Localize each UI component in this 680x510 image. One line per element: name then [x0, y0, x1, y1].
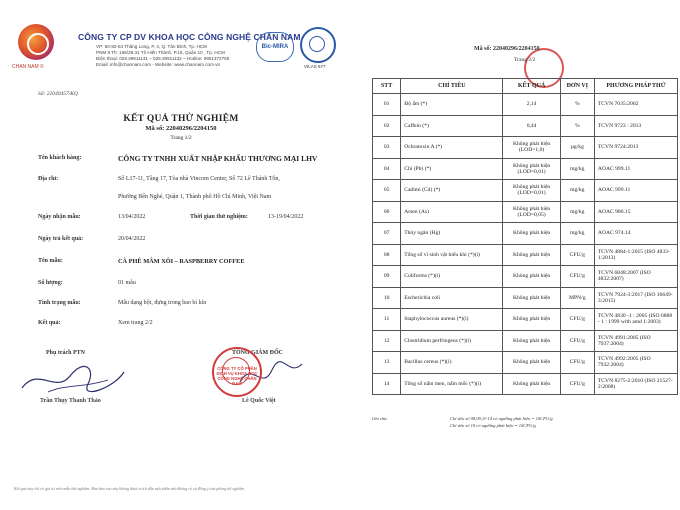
logo-text: CHAN NAM © — [12, 64, 44, 70]
cell-stt: 08 — [373, 244, 401, 266]
cell-ket-qua: Không phát hiện — [503, 330, 560, 352]
cell-ket-qua: Không phát hiện — [503, 309, 560, 331]
cell-ket-qua: Không phát hiện (LOD=0,05) — [503, 201, 560, 223]
cell-don-vi: CFU/g — [560, 309, 594, 331]
cell-phuong-phap: TCVN 9723 : 2013 — [594, 115, 677, 137]
company-stamp-icon — [212, 347, 262, 397]
cell-ket-qua: 0,44 — [503, 115, 560, 137]
cell-chi-tieu: Ochratoxin A (*) — [401, 137, 503, 159]
cell-don-vi: CFU/g — [560, 352, 594, 374]
cell-ket-qua: Không phát hiện (LOD=0,01) — [503, 158, 560, 180]
cell-chi-tieu: Clostridium perfringens (*)(i) — [401, 330, 503, 352]
company-info-line: Điện thoại: 028.39911131 – 028.39911132 – Hotline: 0901372755 — [96, 56, 230, 61]
cell-phuong-phap: TCVN 9724:2013 — [594, 137, 677, 159]
table-row — [373, 94, 678, 116]
cell-don-vi: CFU/g — [560, 373, 594, 395]
cell-chi-tieu: Cadimi (Cd) (*) — [401, 180, 503, 202]
cell-don-vi: mg/kg — [560, 201, 594, 223]
cell-phuong-phap: TCVN 7924-3:2017 (ISO 16649-3:2015) — [594, 287, 677, 309]
cell-ket-qua: Không phát hiện — [503, 287, 560, 309]
header-stt: STT — [373, 79, 401, 94]
table-row — [373, 352, 678, 374]
sample-state: Mẫu dạng bột, đựng trong bao bì kín — [118, 300, 207, 306]
cell-stt: 12 — [373, 330, 401, 352]
cell-stt: 14 — [373, 373, 401, 395]
table-header-row — [373, 79, 678, 94]
cell-stt: 10 — [373, 287, 401, 309]
cell-phuong-phap: AOAC 999.11 — [594, 180, 677, 202]
cell-don-vi: CFU/g — [560, 266, 594, 288]
address-label: Địa chỉ: — [38, 176, 59, 182]
table-row — [373, 373, 678, 395]
cell-stt: 02 — [373, 115, 401, 137]
ma-so: Mã số: 22040296/2204150 — [145, 125, 217, 132]
director-label: TỔNG GIÁM ĐỐC — [232, 350, 283, 356]
table-row — [373, 244, 678, 266]
sample-name-label: Tên mẫu: — [38, 258, 63, 264]
cell-stt: 13 — [373, 352, 401, 374]
results-table — [372, 78, 678, 395]
cell-ket-qua: Không phát hiện — [503, 352, 560, 374]
company-info-line: Email: info@channam.com - Website: www.channam.com.vn — [96, 62, 221, 67]
cell-ket-qua: 2,14 — [503, 94, 560, 116]
vilas-label: VILAS 677 — [304, 64, 326, 69]
lab-head-label: Phụ trách PTN — [46, 350, 85, 356]
cell-phuong-phap: TCVN 4991:2005 (ISO 7937:2004) — [594, 330, 677, 352]
quantity-label: Số lượng: — [38, 280, 63, 286]
cell-chi-tieu: Thủy ngân (Hg) — [401, 223, 503, 245]
cell-stt: 06 — [373, 201, 401, 223]
return-date: 20/04/2022 — [118, 236, 146, 242]
cell-phuong-phap: TCVN 4884-1:2015 (ISO 4833-1:2013) — [594, 244, 677, 266]
table-row — [373, 287, 678, 309]
header-ket-qua: KẾT QUẢ — [503, 79, 560, 94]
page2-page-number: Trang 2/2 — [514, 57, 536, 63]
table-row — [373, 330, 678, 352]
cell-ket-qua: Không phát hiện — [503, 373, 560, 395]
company-info-line: VP: 80-82-84 Thăng Long, P. 4, Q. Tân Bình, Tp. HCM — [96, 44, 207, 49]
received-date-label: Ngày nhận mẫu: — [38, 214, 81, 220]
cell-phuong-phap: AOAC 974.14 — [594, 223, 677, 245]
header-phuong-phap: PHƯƠNG PHÁP THỬ — [594, 79, 677, 94]
cell-don-vi: mg/kg — [560, 158, 594, 180]
cell-phuong-phap: AOAC 986.15 — [594, 201, 677, 223]
sample-name: CÀ PHÊ MÂM XÔI – RASPBERRY COFFEE — [118, 258, 245, 265]
table-row — [373, 158, 678, 180]
cell-chi-tieu: Độ ẩm (*) — [401, 94, 503, 116]
result-label: Kết quả: — [38, 320, 61, 326]
header-chi-tieu: CHỈ TIÊU — [401, 79, 503, 94]
note-line-1: Chỉ tiêu số 08,09,11-14 có ngưỡng phát hiện = 10CFU/g — [450, 416, 553, 421]
table-row — [373, 201, 678, 223]
return-date-label: Ngày trả kết quả: — [38, 236, 84, 242]
signature-left-icon — [18, 358, 128, 398]
table-row — [373, 223, 678, 245]
cell-ket-qua: Không phát hiện (LOD=0,01) — [503, 180, 560, 202]
cell-stt: 04 — [373, 158, 401, 180]
sample-state-label: Tình trạng mẫu: — [38, 300, 81, 306]
signer-right-name: Lê Quốc Việt — [242, 398, 276, 404]
cell-phuong-phap: TCVN 7035:2002 — [594, 94, 677, 116]
cell-phuong-phap: TCVN 6848:2007 (ISO 4832:2007) — [594, 266, 677, 288]
cell-chi-tieu: Arsen (As) — [401, 201, 503, 223]
test-period-label: Thời gian thử nghiệm: — [190, 214, 248, 220]
cell-ket-qua: Không phát hiện — [503, 244, 560, 266]
signer-left-name: Trần Thụy Thanh Thảo — [40, 398, 101, 404]
cell-chi-tieu: Bacillus cereus (*)(i) — [401, 352, 503, 374]
cell-stt: 09 — [373, 266, 401, 288]
footer-note: Kết quả này chỉ có giá trị trên mẫu thử nghiệm. Bản báo cáo này không được trích dẫn một phần nếu không có sự đồng ý của phòng thí nghiệm — [14, 486, 245, 491]
cell-don-vi: CFU/g — [560, 244, 594, 266]
vilas-badge-icon — [300, 27, 336, 63]
cell-chi-tieu: Chì (Pb) (*) — [401, 158, 503, 180]
cell-don-vi: CFU/g — [560, 330, 594, 352]
cell-don-vi: % — [560, 94, 594, 116]
stamp-text: CÔNG TY CỔ PHẦN DỊCH VỤ KHOA HỌC CÔNG NGHỆ CHẤN NAM — [216, 366, 258, 386]
page-number: Trang 1/2 — [170, 135, 192, 141]
received-date: 13/04/2022 — [118, 214, 146, 220]
table-row — [373, 115, 678, 137]
cell-ket-qua: Không phát hiện — [503, 266, 560, 288]
table-row — [373, 266, 678, 288]
cell-stt: 11 — [373, 309, 401, 331]
cell-phuong-phap: TCVN 4992:2005 (ISO 7932:2004) — [594, 352, 677, 374]
page-title: KẾT QUẢ THỬ NGHIỆM — [123, 114, 239, 124]
cell-chi-tieu: Escherichia coli — [401, 287, 503, 309]
test-period: 13-19/04/2022 — [268, 214, 304, 220]
address-line-2: Phường Bến Nghé, Quận 1, Thành phố Hồ Chí Minh, Việt Nam — [118, 194, 272, 200]
note-line-2: Chỉ tiêu số 10 có ngưỡng phát hiện = 10CFU/g — [450, 423, 536, 428]
cell-chi-tieu: Tổng số vi sinh vật hiếu khí (*)(i) — [401, 244, 503, 266]
cell-don-vi: µg/kg — [560, 137, 594, 159]
customer-label: Tên khách hàng: — [38, 155, 82, 161]
document-number: Số: 22040457/KQ — [38, 91, 78, 97]
accreditation-badge: Bic-MIRA — [256, 32, 294, 62]
table-row — [373, 137, 678, 159]
cell-stt: 07 — [373, 223, 401, 245]
cell-chi-tieu: Coliforms (*)(i) — [401, 266, 503, 288]
header-don-vi: ĐƠN VỊ — [560, 79, 594, 94]
table-row — [373, 309, 678, 331]
cell-phuong-phap: TCVN 8275-2:2010 (ISO 21527-2:2008) — [594, 373, 677, 395]
table-row — [373, 180, 678, 202]
cell-ket-qua: Không phát hiện — [503, 223, 560, 245]
cell-don-vi: MPN/g — [560, 287, 594, 309]
company-logo-icon — [18, 24, 54, 60]
quantity: 01 mẫu — [118, 280, 136, 286]
customer-name: CÔNG TY TNHH XUẤT NHẬP KHẨU THƯƠNG MẠI LHV — [118, 154, 318, 163]
cell-don-vi: mg/kg — [560, 180, 594, 202]
cell-don-vi: % — [560, 115, 594, 137]
page2-ma-so: Mã số: 22040296/2204150 — [474, 46, 540, 52]
cell-phuong-phap: AOAC 999.11 — [594, 158, 677, 180]
address-line-1: Số L17-11, Tầng 17, Tòa nhà Vincom Center, Số 72 Lê Thánh Tôn, — [118, 176, 280, 182]
cell-chi-tieu: Staphylococcus aureus (*)(i) — [401, 309, 503, 331]
result-value: Xem trang 2/2 — [118, 320, 153, 326]
cell-stt: 01 — [373, 94, 401, 116]
cell-stt: 05 — [373, 180, 401, 202]
notes-label: Ghi chú: — [372, 416, 388, 421]
cell-ket-qua: Không phát hiện (LOD=1,0) — [503, 137, 560, 159]
cell-phuong-phap: TCVN 4830 -1 : 2005 (ISO 6888 - 1 : 1999 with amd 1:2003) — [594, 309, 677, 331]
cell-stt: 03 — [373, 137, 401, 159]
cell-chi-tieu: Tổng số nấm men, nấm mốc (*)(i) — [401, 373, 503, 395]
cell-chi-tieu: Caffein (*) — [401, 115, 503, 137]
company-name: CÔNG TY CP DV KHOA HỌC CÔNG NGHỆ CHẤN NAM — [78, 32, 301, 42]
report-page-2 — [364, 42, 680, 462]
cell-don-vi: mg/kg — [560, 223, 594, 245]
company-info-line: PNM 8 Th: 156/29.31 Tô Hiến Thành, P.15, Quận 10 , Tp. HCM — [96, 50, 225, 55]
